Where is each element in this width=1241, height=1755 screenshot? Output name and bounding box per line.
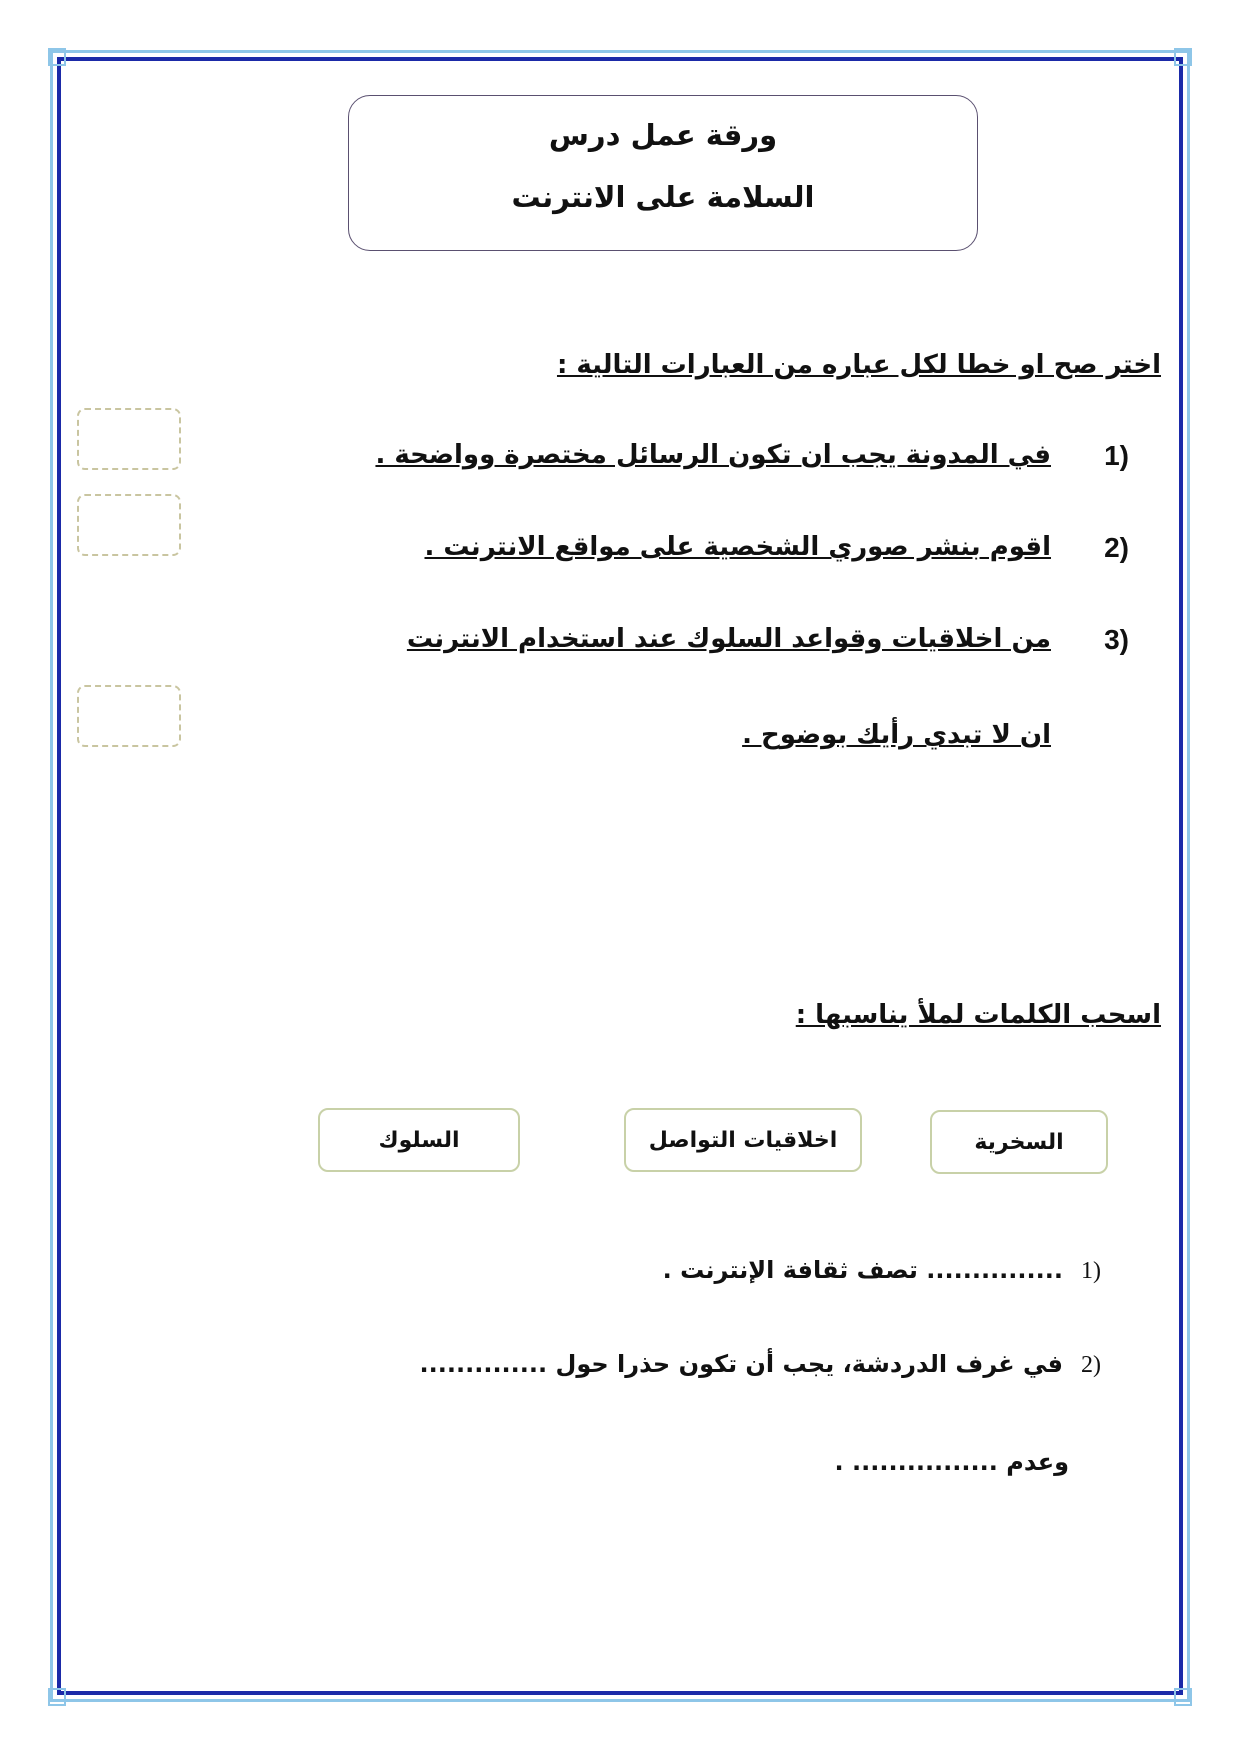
word-chip-communication-ethics[interactable]: اخلاقيات التواصل [624, 1108, 862, 1172]
fill-item-2-continuation[interactable]: وعدم ................ . [834, 1448, 1069, 1476]
border-corner-bottom-left [48, 1688, 66, 1706]
title-box [348, 95, 978, 251]
fill-item-2-number: 2) [1081, 1352, 1101, 1378]
section1-heading: اختر صح او خطا لكل عباره من العبارات التالية : [556, 350, 1161, 380]
border-corner-bottom-right [1174, 1688, 1192, 1706]
border-corner-top-left [48, 48, 66, 66]
question-3-continuation: ان لا تبدي رأيك بوضوح . [742, 720, 1051, 750]
word-chip-mockery[interactable]: السخرية [930, 1110, 1108, 1174]
fill-item-1-text[interactable]: ............... تصف ثقافة الإنترنت . [662, 1256, 1063, 1284]
title-line-2: السلامة على الانترنت [511, 180, 815, 214]
question-2-text: اقوم بنشر صوري الشخصية على مواقع الانترنت . [424, 532, 1051, 562]
question-1-text: في المدونة يجب ان تكون الرسائل مختصرة وواضحة . [375, 440, 1051, 470]
word-chip-behavior[interactable]: السلوك [318, 1108, 520, 1172]
title-line-1: ورقة عمل درس [548, 118, 778, 152]
answer-box-1[interactable] [77, 408, 181, 470]
fill-item-2-text[interactable]: في غرف الدردشة، يجب أن تكون حذرا حول .............. [419, 1350, 1063, 1378]
question-3-number: 3) [1104, 624, 1129, 655]
question-2-number: 2) [1104, 532, 1129, 563]
fill-item-1-number: 1) [1081, 1258, 1101, 1284]
answer-box-3[interactable] [77, 685, 181, 747]
question-1-number: 1) [1104, 440, 1129, 471]
question-3-text: من اخلاقيات وقواعد السلوك عند استخدام الانترنت [406, 624, 1051, 654]
answer-box-2[interactable] [77, 494, 181, 556]
border-corner-top-right [1174, 48, 1192, 66]
section2-heading: اسحب الكلمات لملأ يناسبها : [795, 1000, 1161, 1030]
